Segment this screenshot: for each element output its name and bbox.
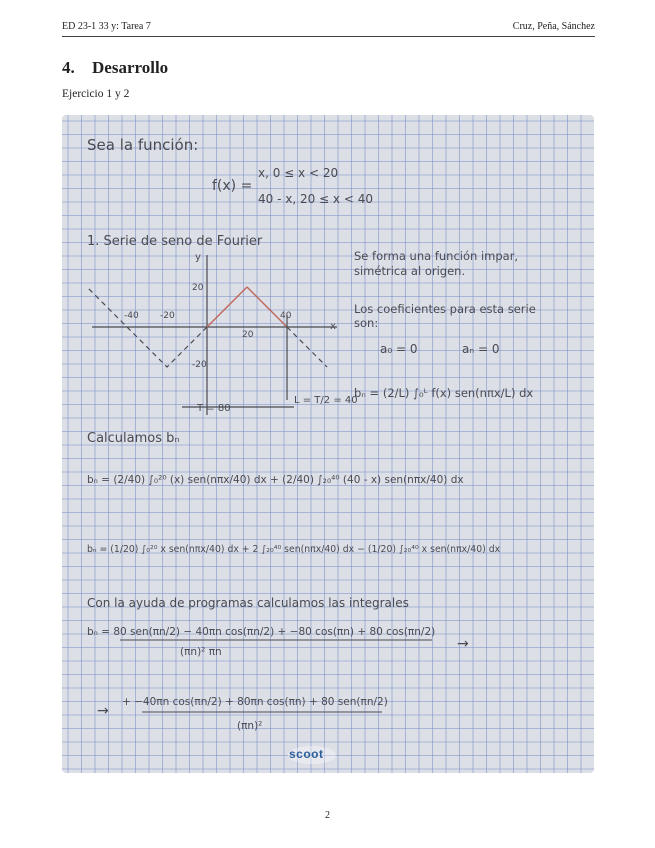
section-heading xyxy=(62,58,168,78)
line-serie-seno: 1. Serie de seno de Fourier xyxy=(87,234,263,249)
graph-y-label: y xyxy=(195,252,201,263)
line-a0: a₀ = 0 xyxy=(380,342,418,356)
line-case2: 40 - x, 20 ≤ x < 40 xyxy=(258,192,373,206)
line-bn-result-2-num: + −40πn cos(πn/2) + 80πn cos(πn) + 80 sen(πn/2) xyxy=(122,696,388,708)
plot-fall xyxy=(247,287,287,327)
line-bn-result-den: (πn)² πn xyxy=(180,646,222,658)
line-coeficientes: Los coeficientes para esta serie xyxy=(354,302,536,316)
graph-tick-p40: 40 xyxy=(280,311,292,321)
plot-rise xyxy=(207,287,247,327)
graph-x-label: x xyxy=(330,321,336,332)
line-bn-result-2-den: (πn)² xyxy=(237,720,263,732)
line-con-la-ayuda: Con la ayuda de programas calculamos las integrales xyxy=(87,596,409,610)
header-rule xyxy=(62,36,595,37)
graph-tick-m20b: -20 xyxy=(160,311,175,321)
line-bn-expansion-1: bₙ = (2/40) ∫₀²⁰ (x) sen(nπx/40) dx + (2/40) ∫₂₀⁴⁰ (40 - x) sen(nπx/40) dx xyxy=(87,474,464,486)
line-case1: x, 0 ≤ x < 20 xyxy=(258,166,339,180)
section-number: 4. xyxy=(62,58,75,77)
graph-tick-20: 20 xyxy=(192,283,204,293)
line-calculamos: Calculamos bₙ xyxy=(87,431,180,446)
line-bn-formula: bₙ = (2/L) ∫₀ᴸ f(x) sen(nπx/L) dx xyxy=(354,386,534,400)
plot-periodic-extension xyxy=(287,327,327,367)
line-son: son: xyxy=(354,316,379,330)
graph-tick-m40: -40 xyxy=(124,311,139,321)
handwriting-layer xyxy=(62,115,594,773)
graph-L: L = T/2 = 40 xyxy=(294,395,358,406)
line-an: aₙ = 0 xyxy=(462,342,500,356)
line-sea-la-funcion: Sea la función: xyxy=(87,136,199,154)
graph-tick-p20: 20 xyxy=(242,330,254,340)
graph-period-T: T = 80 xyxy=(197,403,231,414)
graph-tick-m20: -20 xyxy=(192,360,207,370)
page-number: 2 xyxy=(325,810,330,821)
sketch-graph xyxy=(87,255,337,415)
subheading: Ejercicio 1 y 2 xyxy=(62,88,130,100)
handwritten-notes-photo xyxy=(62,115,594,773)
arrow-continue-1: → xyxy=(457,636,469,652)
line-bn-expansion-2: bₙ = (1/20) ∫₀²⁰ x sen(nπx/40) dx + 2 ∫₂₀⁴⁰ sen(nπx/40) dx − (1/20) ∫₂₀⁴⁰ x sen(nπx/40) dx xyxy=(87,544,501,555)
header-left: ED 23-1 33 y: Tarea 7 xyxy=(62,21,151,32)
line-fx: f(x) = xyxy=(212,178,253,194)
arrow-continue-2: → xyxy=(97,703,109,719)
line-funcion-impar: Se forma una función impar, xyxy=(354,249,519,263)
scoot-logo: scoot xyxy=(289,747,324,761)
line-bn-result-num: bₙ = 80 sen(πn/2) − 40πn cos(πn/2) + −80 cos(πn) + 80 cos(πn/2) xyxy=(87,626,436,638)
header-right: Cruz, Peña, Sánchez xyxy=(512,21,595,32)
section-title: Desarrollo xyxy=(92,58,169,77)
line-simetrica: simétrica al origen. xyxy=(354,264,466,278)
